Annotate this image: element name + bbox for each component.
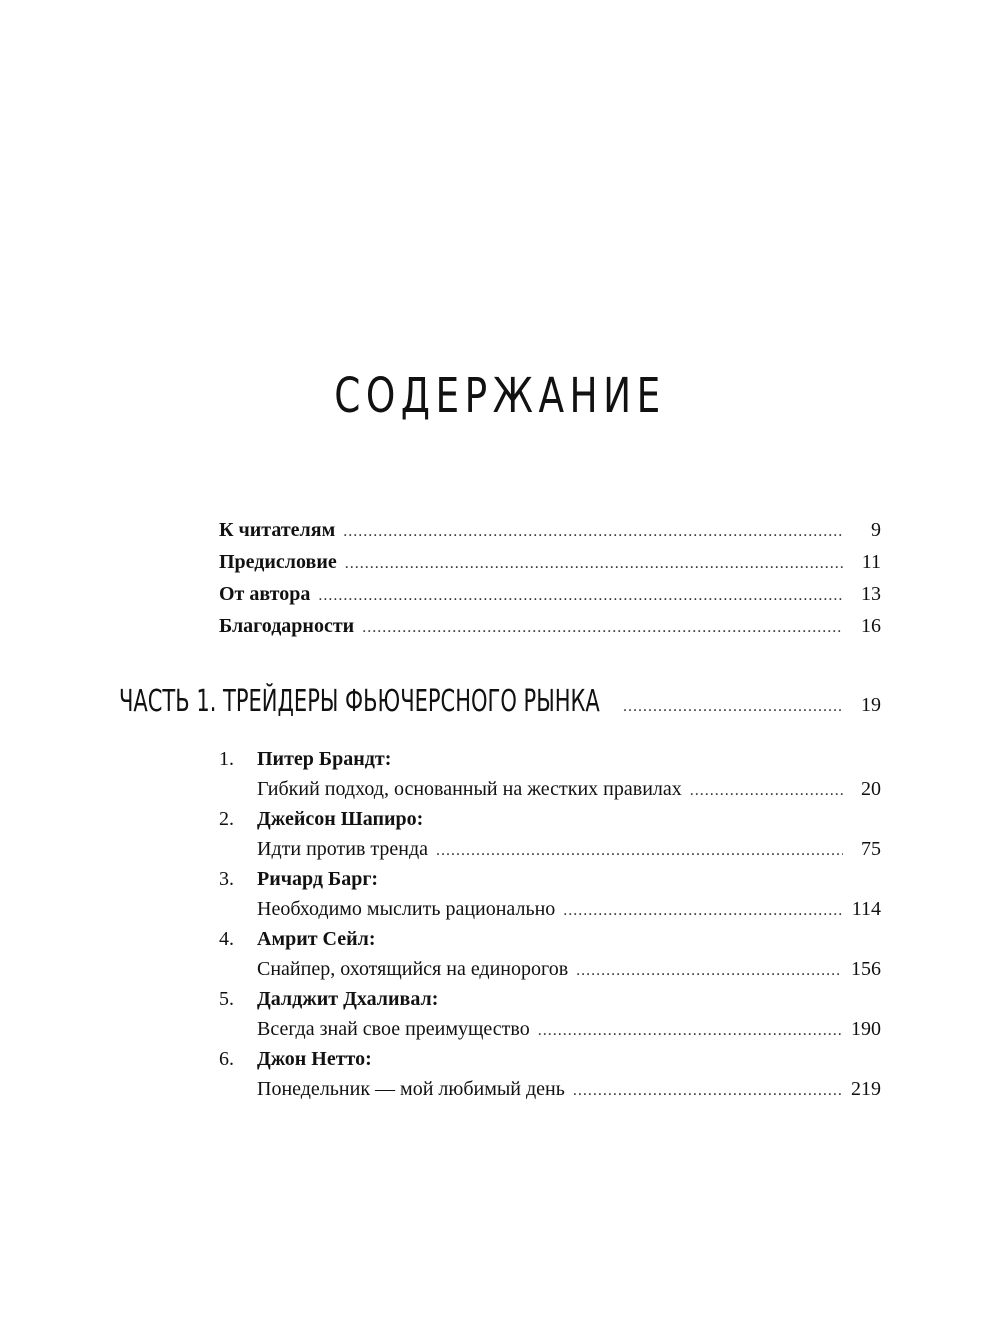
chapter-number: 1. bbox=[219, 748, 234, 770]
toc-entry-page: 9 bbox=[871, 519, 881, 541]
chapter-subtitle: Необходимо мыслить рационально bbox=[257, 898, 556, 920]
dot-leader bbox=[538, 1016, 841, 1046]
page-title: СОДЕРЖАНИЕ bbox=[334, 368, 666, 424]
toc-entry-page: 11 bbox=[861, 551, 881, 573]
chapter-author: Питер Брандт: bbox=[257, 748, 392, 770]
chapter-number: 4. bbox=[219, 928, 234, 950]
dot-leader bbox=[690, 776, 843, 806]
dot-leader bbox=[343, 516, 843, 548]
chapter-entry[interactable] bbox=[219, 924, 881, 984]
dot-leader bbox=[576, 956, 841, 986]
toc-entry-label: К читателям bbox=[219, 519, 336, 541]
toc-entry-page: 13 bbox=[861, 583, 881, 605]
dot-leader bbox=[362, 612, 843, 644]
chapter-subtitle: Всегда знай свое преимущество bbox=[257, 1018, 530, 1040]
chapter-author: Джон Нетто: bbox=[257, 1048, 372, 1070]
toc-entry-page: 16 bbox=[861, 615, 881, 637]
chapter-subtitle: Идти против тренда bbox=[257, 838, 429, 860]
part-title-box bbox=[119, 684, 615, 719]
toc-entry[interactable] bbox=[219, 578, 881, 610]
chapter-number: 5. bbox=[219, 988, 234, 1010]
front-matter-list bbox=[219, 514, 881, 642]
chapter-entry[interactable] bbox=[219, 804, 881, 864]
chapter-entry[interactable] bbox=[219, 744, 881, 804]
toc-entry[interactable] bbox=[219, 514, 881, 546]
chapter-page: 219 bbox=[851, 1078, 881, 1100]
chapter-subtitle: Гибкий подход, основанный на жестких правилах bbox=[257, 778, 682, 800]
dot-leader bbox=[573, 1076, 841, 1106]
chapter-entry[interactable] bbox=[219, 1044, 881, 1104]
dot-leader bbox=[318, 580, 843, 612]
chapter-page: 75 bbox=[861, 838, 881, 860]
chapter-list bbox=[219, 744, 881, 1104]
chapter-number: 2. bbox=[219, 808, 234, 830]
dot-leader bbox=[345, 548, 843, 580]
chapter-subtitle: Понедельник — мой любимый день bbox=[257, 1078, 565, 1100]
toc-entry[interactable] bbox=[219, 546, 881, 578]
dot-leader bbox=[623, 698, 843, 716]
chapter-author: Джейсон Шапиро: bbox=[257, 808, 424, 830]
chapter-subtitle: Снайпер, охотящийся на единорогов bbox=[257, 958, 569, 980]
chapter-page: 190 bbox=[851, 1018, 881, 1040]
chapter-page: 20 bbox=[861, 778, 881, 800]
dot-leader bbox=[563, 896, 841, 926]
toc-entry-label: От автора bbox=[219, 583, 311, 605]
chapter-page: 114 bbox=[851, 898, 881, 920]
toc-entry-label: Благодарности bbox=[219, 615, 355, 637]
chapter-number: 6. bbox=[219, 1048, 234, 1070]
part-heading[interactable] bbox=[119, 684, 881, 719]
chapter-author: Амрит Сейл: bbox=[257, 928, 376, 950]
chapter-page: 156 bbox=[851, 958, 881, 980]
chapter-author: Ричард Барг: bbox=[257, 868, 379, 890]
dot-leader bbox=[436, 836, 843, 866]
chapter-number: 3. bbox=[219, 868, 234, 890]
chapter-entry[interactable] bbox=[219, 864, 881, 924]
toc-entry[interactable] bbox=[219, 610, 881, 642]
part-page: 19 bbox=[861, 694, 881, 716]
chapter-entry[interactable] bbox=[219, 984, 881, 1044]
part-title: ЧАСТЬ 1. ТРЕЙДЕРЫ ФЬЮЧЕРСНОГО РЫНКА bbox=[119, 684, 600, 719]
toc-entry-label: Предисловие bbox=[219, 551, 337, 573]
chapter-author: Далджит Дхаливал: bbox=[257, 988, 439, 1010]
